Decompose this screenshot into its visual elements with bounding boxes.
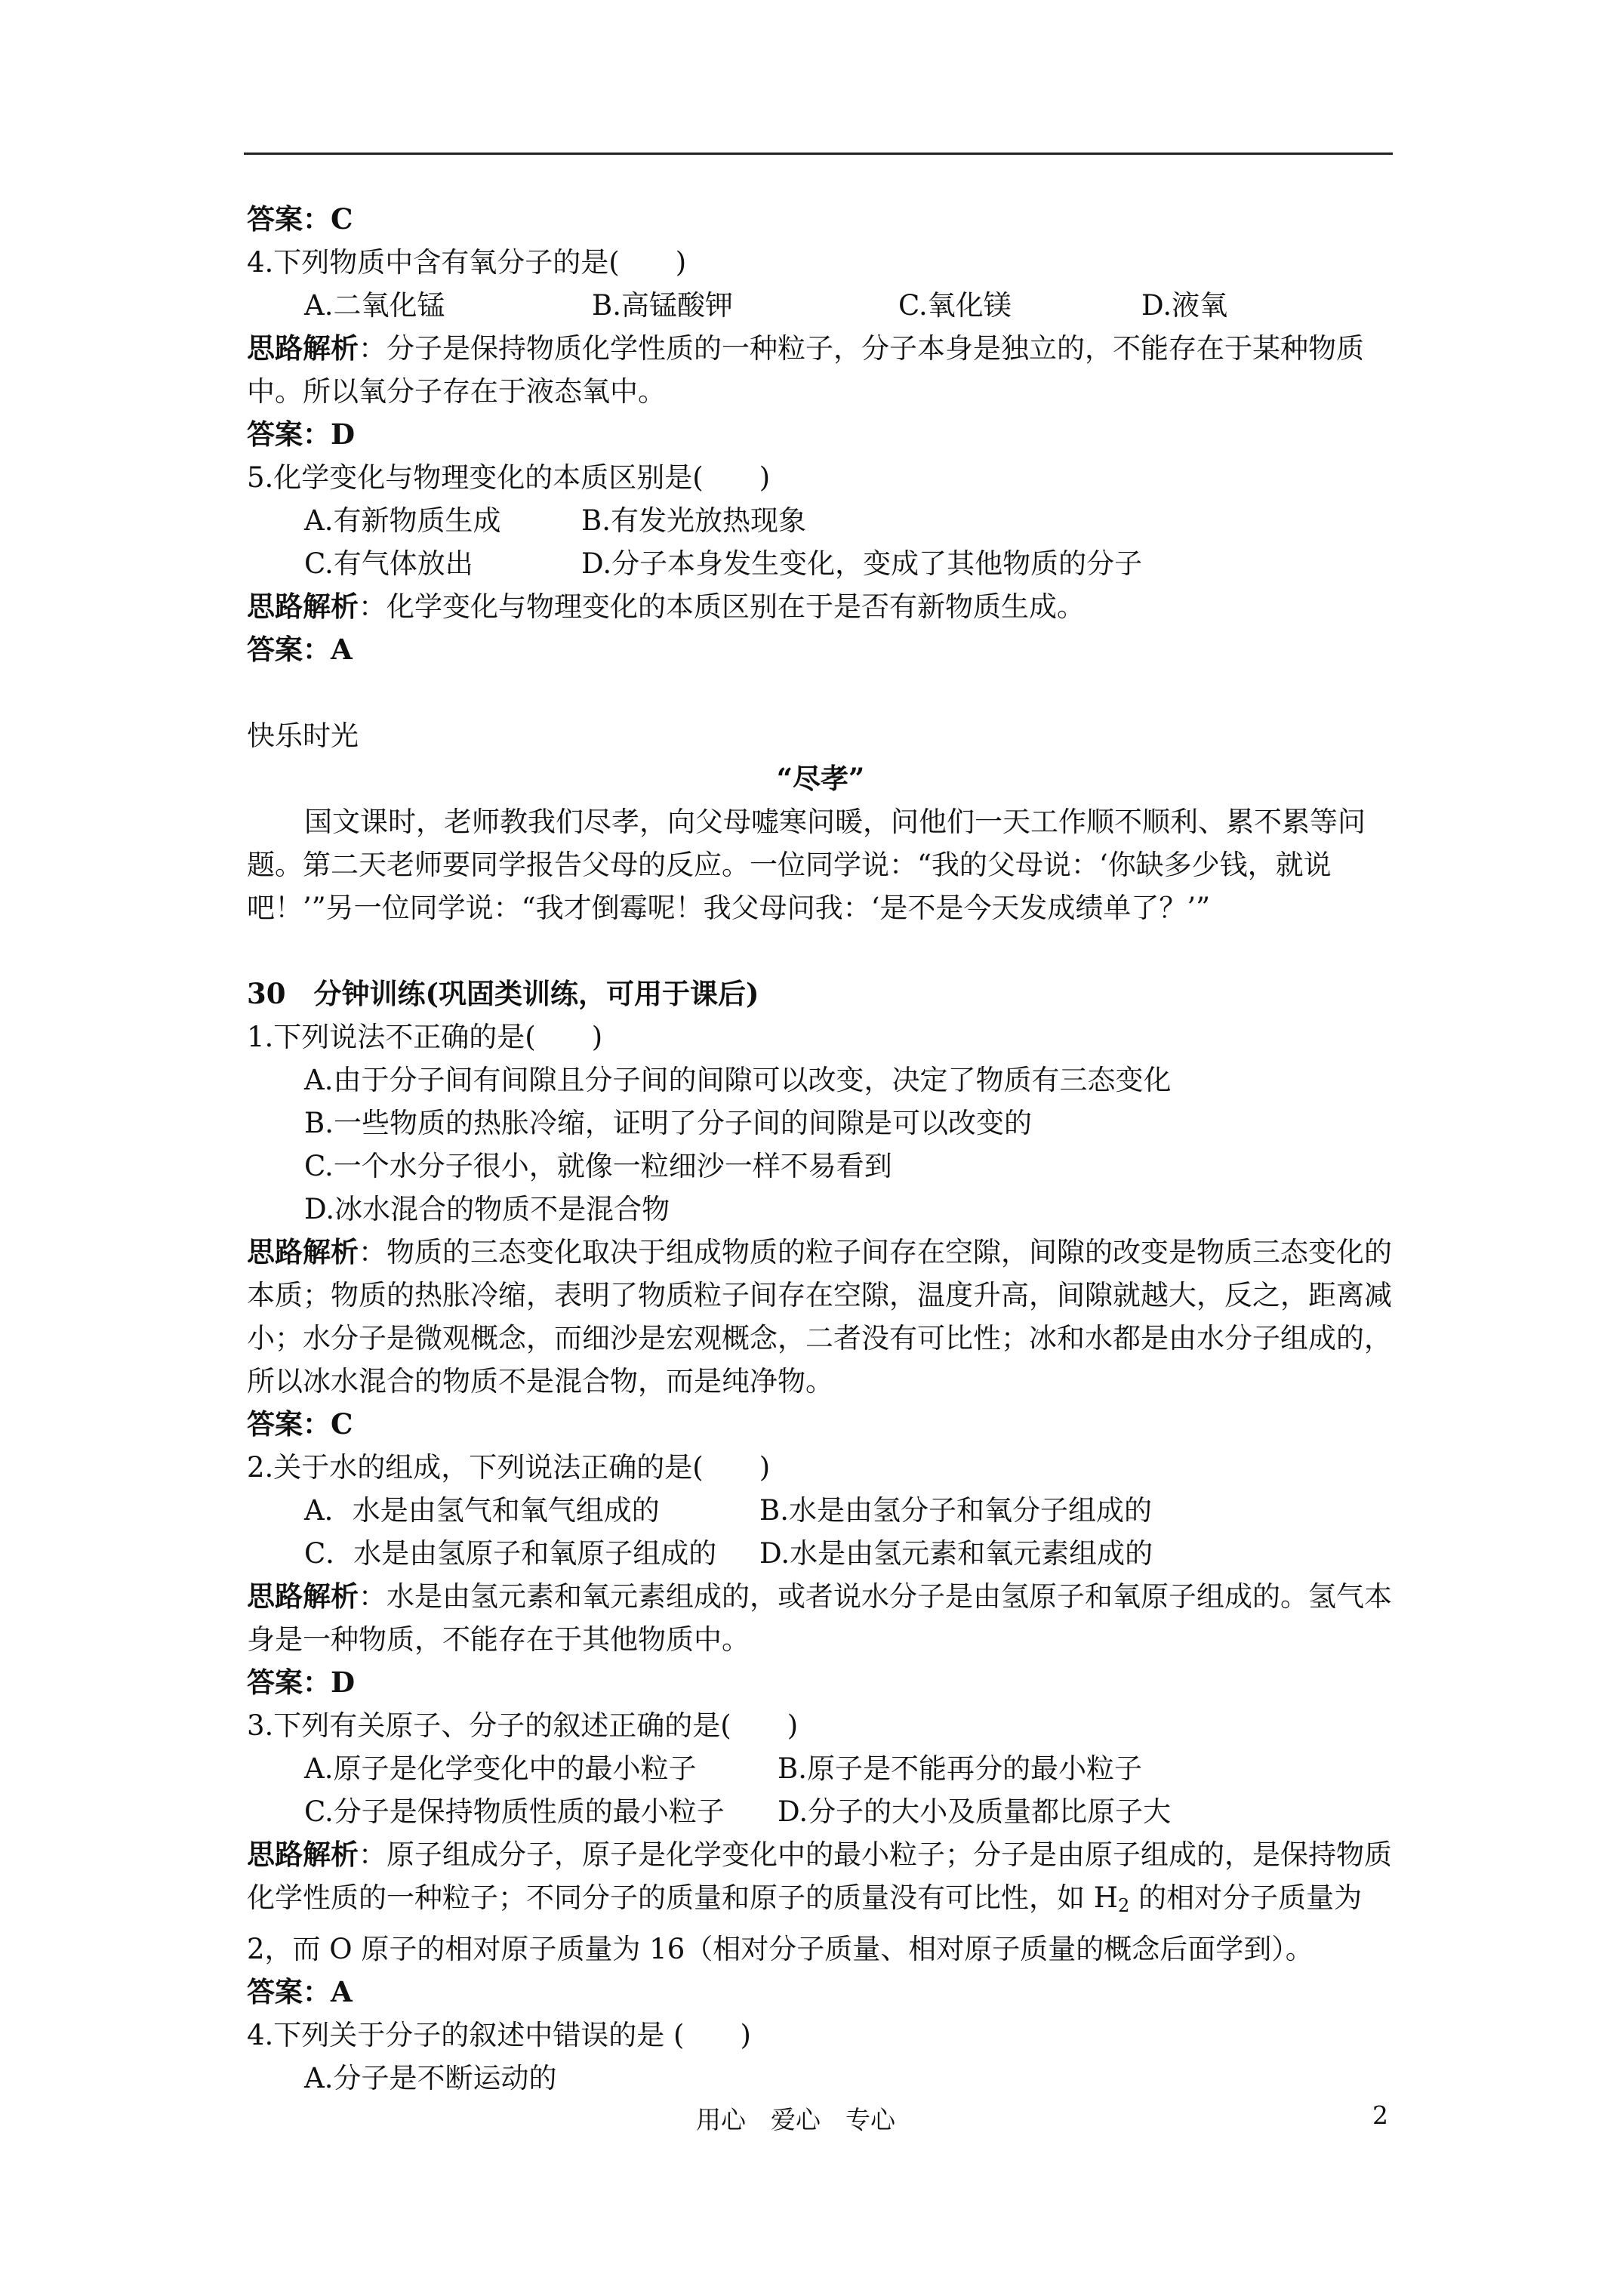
s3-options-row2 — [247, 1790, 1394, 1833]
analysis-text-b: 的相对分子质量为 2，而 O 原子的相对原子质量为 16（相对分子质量、相对原子质量的概念后面学到）。 — [247, 1881, 1363, 1965]
q4-stem: 4.下列物质中含有氧分子的是( ) — [247, 246, 687, 279]
analysis-text: ：化学变化与物理变化的本质区别在于是否有新物质生成。 — [359, 590, 1085, 623]
page-content — [247, 198, 1394, 2100]
analysis-label: 思路解析 — [247, 1838, 359, 1871]
analysis-label: 思路解析 — [247, 590, 359, 623]
footer-motto: 用心 爱心 专心 — [696, 2105, 895, 2134]
s1-option-d: D.冰水混合的物质不是混合物 — [304, 1193, 670, 1225]
s3-option-d: D.分子的大小及质量都比原子大 — [778, 1795, 1172, 1828]
q5-answer: 答案：A — [247, 633, 353, 666]
analysis-label: 思路解析 — [247, 331, 359, 365]
s2-answer: 答案：D — [247, 1666, 356, 1699]
analysis-text: ：分子是保持物质化学性质的一种粒子，分子本身是独立的，不能存在于某种物质中。所以氧分子存在于液态氧中。 — [247, 332, 1364, 408]
q4-answer: 答案：D — [247, 418, 356, 451]
analysis-text: ：水是由氢元素和氧元素组成的，或者说水分子是由氢原子和氧原子组成的。氢气本身是一种物质，不能存在于其他物质中。 — [247, 1580, 1392, 1656]
s4-option-a: A.分子是不断运动的 — [304, 2062, 557, 2094]
subscript-2: 2 — [1118, 1895, 1130, 1916]
s2-option-d: D.水是由氢元素和氧元素组成的 — [759, 1537, 1153, 1570]
s2-analysis — [247, 1575, 1394, 1661]
s1-stem: 1.下列说法不正确的是( ) — [247, 1021, 603, 1053]
s1-analysis — [247, 1231, 1394, 1403]
happy-heading: 快乐时光 — [247, 720, 359, 752]
s2-option-a: A．水是由氢气和氧气组成的 — [304, 1494, 660, 1527]
q4-option-b: B.高锰酸钾 — [592, 289, 733, 322]
q5-analysis — [247, 585, 1394, 628]
s3-options-row1 — [247, 1747, 1394, 1790]
s2-options-row1 — [247, 1489, 1394, 1532]
q4-options — [247, 284, 1394, 327]
s1-answer: 答案：C — [247, 1407, 353, 1441]
q4-analysis — [247, 327, 1394, 413]
q5-stem: 5.化学变化与物理变化的本质区别是( ) — [247, 461, 771, 494]
s2-options-row2 — [247, 1532, 1394, 1575]
q5-options-row2 — [247, 542, 1394, 585]
s1-option-c: C.一个水分子很小，就像一粒细沙一样不易看到 — [304, 1150, 892, 1182]
s1-option-a: A.由于分子间有间隙且分子间的间隙可以改变，决定了物质有三态变化 — [304, 1064, 1172, 1096]
q5-option-b: B.有发光放热现象 — [581, 504, 806, 537]
analysis-text: ：物质的三态变化取决于组成物质的粒子间存在空隙，间隙的改变是物质三态变化的本质；物质的热胀冷缩，表明了物质粒子间存在空隙，温度升高，间隙就越大，反之，距离减小；水分子是微观概念，而细沙是宏观概念，二者没有可比性；冰和水都是由水分子组成的，所以冰水混合的物质不是混合物，而是纯净物。 — [247, 1236, 1392, 1398]
q5-option-d: D.分子本身发生变化，变成了其他物质的分子 — [581, 547, 1143, 580]
s2-option-b: B.水是由氢分子和氧分子组成的 — [759, 1494, 1152, 1527]
s1-option-b: B.一些物质的热胀冷缩，证明了分子间的间隙是可以改变的 — [304, 1107, 1032, 1139]
s3-analysis — [247, 1833, 1394, 1971]
q4-option-a: A.二氧化锰 — [304, 289, 445, 322]
happy-body: 国文课时，老师教我们尽孝，向父母嘘寒问暖，问他们一天工作顺不顺利、累不累等问题。第二天老师要同学报告父母的反应。一位同学说：“我的父母说：‘你缺多少钱，就说吧！’”另一位同学说：“我才倒霉呢！我父母问我：‘是不是今天发成绩单了？’” — [247, 806, 1366, 924]
analysis-label: 思路解析 — [247, 1579, 359, 1613]
s3-stem: 3.下列有关原子、分子的叙述正确的是( ) — [247, 1709, 799, 1742]
q5-option-c: C.有气体放出 — [304, 547, 473, 580]
happy-title: “尽孝” — [776, 762, 865, 795]
analysis-label: 思路解析 — [247, 1235, 359, 1268]
s3-option-a: A.原子是化学变化中的最小粒子 — [304, 1752, 697, 1785]
q4-option-d: D.液氧 — [1141, 289, 1228, 322]
q5-options-row1 — [247, 499, 1394, 542]
s2-option-c: C．水是由氢原子和氧原子组成的 — [304, 1537, 717, 1570]
s3-option-c: C.分子是保持物质性质的最小粒子 — [304, 1795, 725, 1828]
s3-option-b: B.原子是不能再分的最小粒子 — [778, 1752, 1142, 1785]
q5-option-a: A.有新物质生成 — [304, 504, 501, 537]
s2-stem: 2.关于水的组成，下列说法正确的是( ) — [247, 1451, 771, 1484]
s3-answer: 答案：A — [247, 1975, 353, 2008]
q4-option-c: C.氧化镁 — [898, 289, 1012, 322]
section-title: 30 分钟训练(巩固类训练，可用于课后) — [247, 977, 759, 1010]
page-number: 2 — [1372, 2100, 1388, 2130]
s4-stem: 4.下列关于分子的叙述中错误的是 ( ) — [247, 2019, 751, 2051]
header-rule — [244, 153, 1393, 155]
analysis-text-a: ：原子组成分子，原子是化学变化中的最小粒子；分子是由原子组成的，是保持物质化学性质的一种粒子；不同分子的质量和原子的质量没有可比性，如 H — [247, 1838, 1392, 1914]
answer-prev: 答案：C — [247, 202, 353, 236]
